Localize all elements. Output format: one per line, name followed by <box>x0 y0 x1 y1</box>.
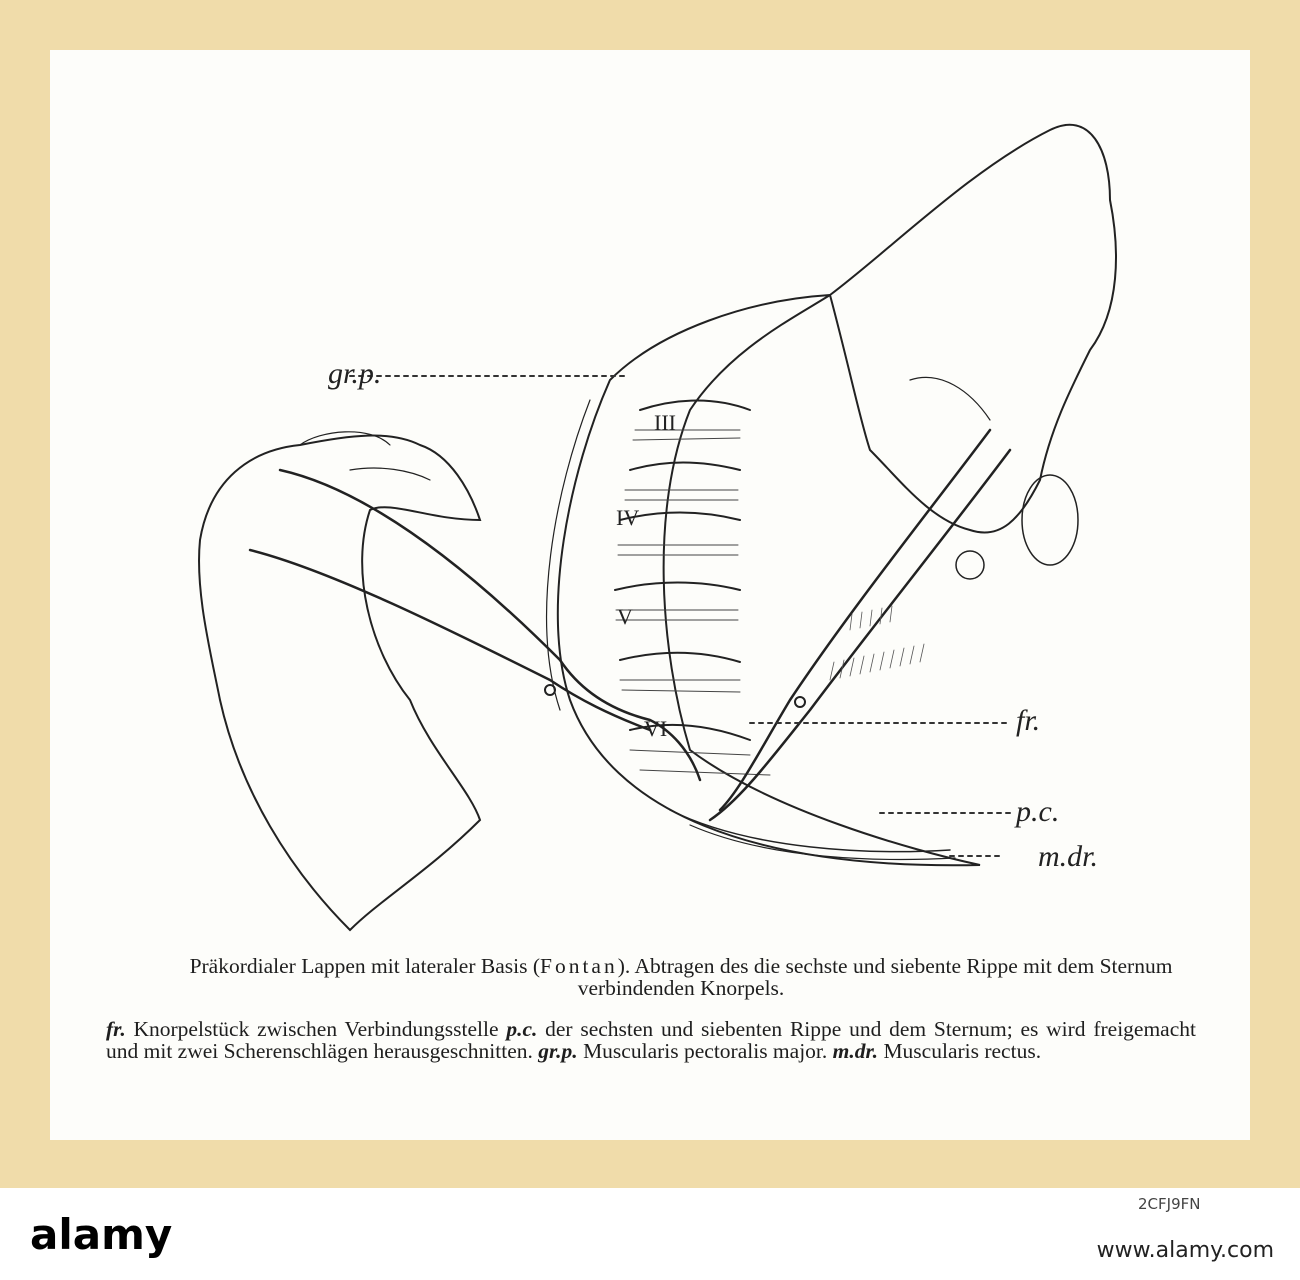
incision-outline <box>558 295 980 865</box>
label-fr: fr. <box>1016 704 1041 737</box>
rib-label-iv: IV <box>616 505 640 530</box>
surgical-illustration <box>50 50 1250 940</box>
rib-label-v: V <box>617 604 633 629</box>
caption-legend: fr. Knorpelstück zwischen Verbindungsstelle p.c. der sechsten und siebenten Rippe und dem Sternum; es wird freigemacht und mit zwei Scherenschlägen herausgeschnitten. gr.p. Muscularis pectoralis major. m.dr. Muscularis rectus. <box>106 1017 1196 1063</box>
site-url: www.alamy.com <box>1096 1238 1274 1263</box>
left-hand <box>199 436 480 930</box>
label-m-dr: m.dr. <box>1038 840 1099 873</box>
scissors <box>720 430 990 810</box>
caption-title: Präkordialer Lappen mit lateraler Basis (Fontan). Abtragen des die sechste und siebente Rippe mit dem Sternum verbindenden Knorpels. <box>189 954 1173 1000</box>
label-gr-p: gr.p. <box>328 357 382 390</box>
rib-label-vi: VI <box>644 716 668 741</box>
label-p-c: p.c. <box>1016 795 1060 828</box>
alamy-logo: alamy <box>30 1210 173 1259</box>
stock-id: 2CFJ9FN <box>1138 1195 1201 1213</box>
footer-bar <box>0 1188 1300 1280</box>
right-hand <box>830 125 1116 533</box>
rib-label-iii: III <box>654 410 676 435</box>
